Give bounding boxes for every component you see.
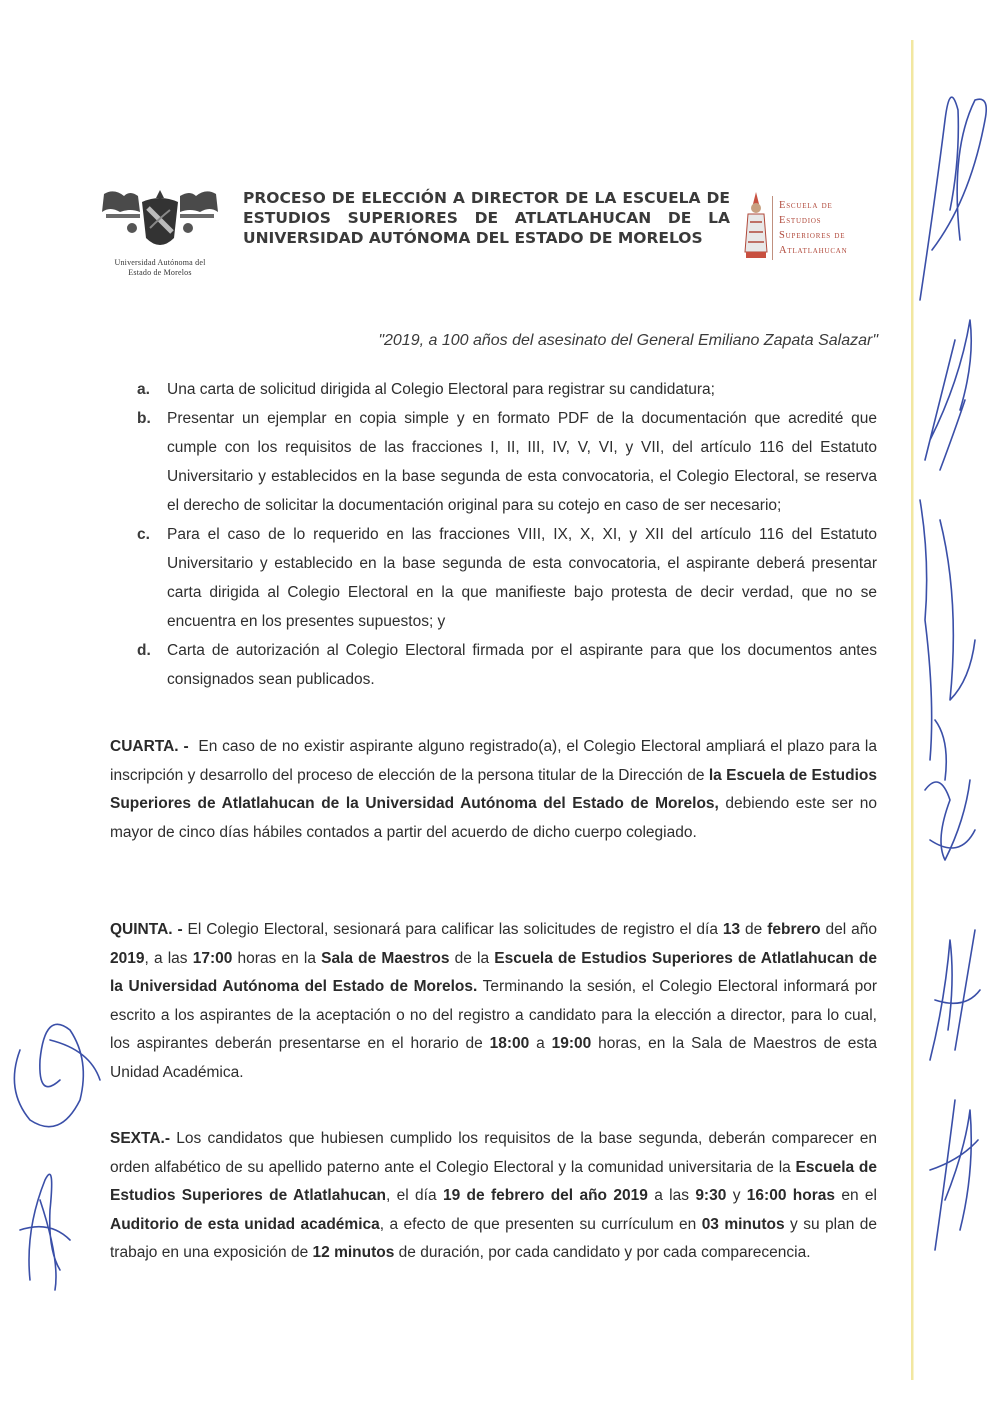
escuela-caption-line: Atlatlahucan xyxy=(779,245,848,256)
logo-divider xyxy=(772,192,774,264)
list-item xyxy=(137,375,877,404)
clause-text: En caso de no existir aspirante alguno registrado(a), el Colegio Electoral ampliará el plazo para la inscripción y desarrollo del proceso de elección de la persona titular de la Dirección de xyxy=(110,738,877,784)
clause-bold: 18:00 xyxy=(489,1035,530,1052)
clause-text: y su plan de trabajo en una exposición de xyxy=(110,1215,877,1261)
clause-cuarta xyxy=(110,733,877,847)
escuela-caption-line: Estudios xyxy=(779,215,822,226)
clause-bold: Auditorio de esta unidad académica xyxy=(110,1215,380,1233)
clause-bold: 16:00 horas xyxy=(746,1187,835,1204)
clause-text: horas, en la Sala de Maestros de esta Unidad Académica. xyxy=(110,1035,878,1081)
requirements-list xyxy=(137,375,877,694)
clause-text: a xyxy=(529,1035,552,1052)
clause-sexta xyxy=(110,1125,877,1268)
signature-scribble xyxy=(920,500,975,780)
clause-text: Los candidatos que hubiesen cumplido los requisitos de la base segunda, deberán comparecer en orden alfabético de su apellido paterno ante el Colegio Electoral y la comunidad universitaria de la xyxy=(110,1130,877,1176)
document-title xyxy=(243,188,730,248)
clause-text: de duración, por cada candidato y por cada comparecencia. xyxy=(394,1244,811,1261)
fold-line xyxy=(911,40,914,1380)
clause-bold: 13 xyxy=(722,921,741,938)
list-marker: c. xyxy=(137,526,150,543)
list-item xyxy=(137,520,877,636)
clause-bold: Sala de Maestros xyxy=(321,949,450,967)
motto: "2019, a 100 años del asesinato del General Emiliano Zapata Salazar" xyxy=(378,332,878,349)
clause-text: de xyxy=(740,921,768,938)
list-item xyxy=(137,404,877,520)
signature-scribble xyxy=(925,780,975,860)
signature-scribble xyxy=(20,1174,70,1290)
clause-text: de la xyxy=(449,949,495,967)
clause-text: en el xyxy=(835,1187,877,1204)
escuela-caption-line: Superiores de xyxy=(779,230,846,241)
signature-scribble xyxy=(14,1024,100,1126)
clause-bold: Escuela de Estudios Superiores de Atlatlahucan xyxy=(110,1158,877,1204)
clause-text: debiendo este ser no mayor de cinco días hábiles contados a partir del acuerdo de dicho cuerpo colegiado. xyxy=(110,795,877,841)
clause-text: y xyxy=(726,1187,747,1204)
escuela-caption-line: Escuela de xyxy=(779,200,833,211)
title-line: UNIVERSIDAD AUTÓNOMA DEL ESTADO DE MORELOS xyxy=(243,229,703,247)
signature-scribble xyxy=(930,930,980,1060)
clause-bold: 17:00 xyxy=(192,949,233,967)
list-text: Carta de autorización al Colegio Electoral firmada por el aspirante para que los documentos antes consignados sean publicados. xyxy=(167,642,877,688)
clause-label: QUINTA. - xyxy=(110,921,183,938)
clause-bold: febrero xyxy=(767,921,821,938)
uaem-logo xyxy=(96,188,224,280)
list-text: Presentar un ejemplar en copia simple y en formato PDF de la documentación que acredité que cumple con los requisitos de las fracciones I, II, III, IV, V, VI, y VII, del artículo 116 del Estatuto Universitario y establecidos en la base segunda de esta convocatoria, el Colegio Electoral, se reserva el derecho de solicitar la documentación original para su cotejo en caso de ser necesario; xyxy=(167,410,877,514)
list-text: Una carta de solicitud dirigida al Colegio Electoral para registrar su candidatura; xyxy=(167,381,715,398)
uaem-crest-icon xyxy=(100,188,220,254)
signature-scribble xyxy=(930,1100,978,1250)
list-text: Para el caso de lo requerido en las fracciones VIII, IX, X, XI, y XII del artículo 116 del Estatuto Universitario y establecido en la base segunda de esta convocatoria, el aspirante deberá presentar carta dirigida al Colegio Electoral en la que manifieste bajo protesta de decir verdad, que no se encuentra en los presentes supuestos; y xyxy=(167,526,877,630)
clause-quinta xyxy=(110,916,877,1087)
clause-bold: 03 minutos xyxy=(701,1215,785,1233)
list-item xyxy=(137,636,877,694)
title-line: PROCESO DE ELECCIÓN A DIRECTOR DE LA ESCUELA DE xyxy=(243,189,730,207)
clause-bold: 19 de febrero del año 2019 xyxy=(442,1187,648,1204)
clause-text: , a las xyxy=(144,949,193,967)
clause-text: El Colegio Electoral, sesionará para calificar las solicitudes de registro el día xyxy=(182,921,723,938)
signature-scribble xyxy=(925,320,971,470)
clause-text: horas en la xyxy=(232,949,322,967)
signature-scribble xyxy=(920,97,986,300)
clause-bold: 9:30 xyxy=(695,1187,727,1204)
clause-label: SEXTA.- xyxy=(110,1130,170,1147)
clause-text: Terminando la sesión, el Colegio Electoral informará por escrito a los aspirantes de la aceptación o no del registro a candidato para la elección a director, para lo cual, los aspirantes deberán presentarse en el horario de xyxy=(110,978,878,1052)
list-marker: a. xyxy=(137,381,150,398)
clause-text: , a efecto de que presenten su currículum en xyxy=(379,1215,702,1233)
title-line: ESTUDIOS SUPERIORES DE ATLATLAHUCAN DE LA xyxy=(243,209,730,227)
clause-label: CUARTA. - xyxy=(110,738,189,755)
uaem-caption-line: Estado de Morelos xyxy=(128,268,192,277)
clause-bold: la Escuela de Estudios Superiores de Atlatlahucan de la Universidad Autónoma del Estado de Morelos, xyxy=(110,766,877,812)
list-marker: b. xyxy=(137,410,151,427)
clause-bold: Escuela de Estudios Superiores de Atlatlahucan de la Universidad Autónoma del Estado de Morelos. xyxy=(110,949,877,995)
escuela-logo xyxy=(742,192,882,264)
chinelo-figure-icon xyxy=(742,192,772,264)
clause-bold: 12 minutos xyxy=(312,1244,395,1261)
clause-bold: 2019 xyxy=(110,949,145,967)
clause-text: del año xyxy=(820,921,877,938)
clause-bold: 19:00 xyxy=(551,1035,592,1052)
uaem-caption-line: Universidad Autónoma del xyxy=(114,258,206,267)
list-marker: d. xyxy=(137,642,151,659)
clause-text: a las xyxy=(647,1187,696,1204)
clause-text: , el día xyxy=(386,1187,443,1204)
